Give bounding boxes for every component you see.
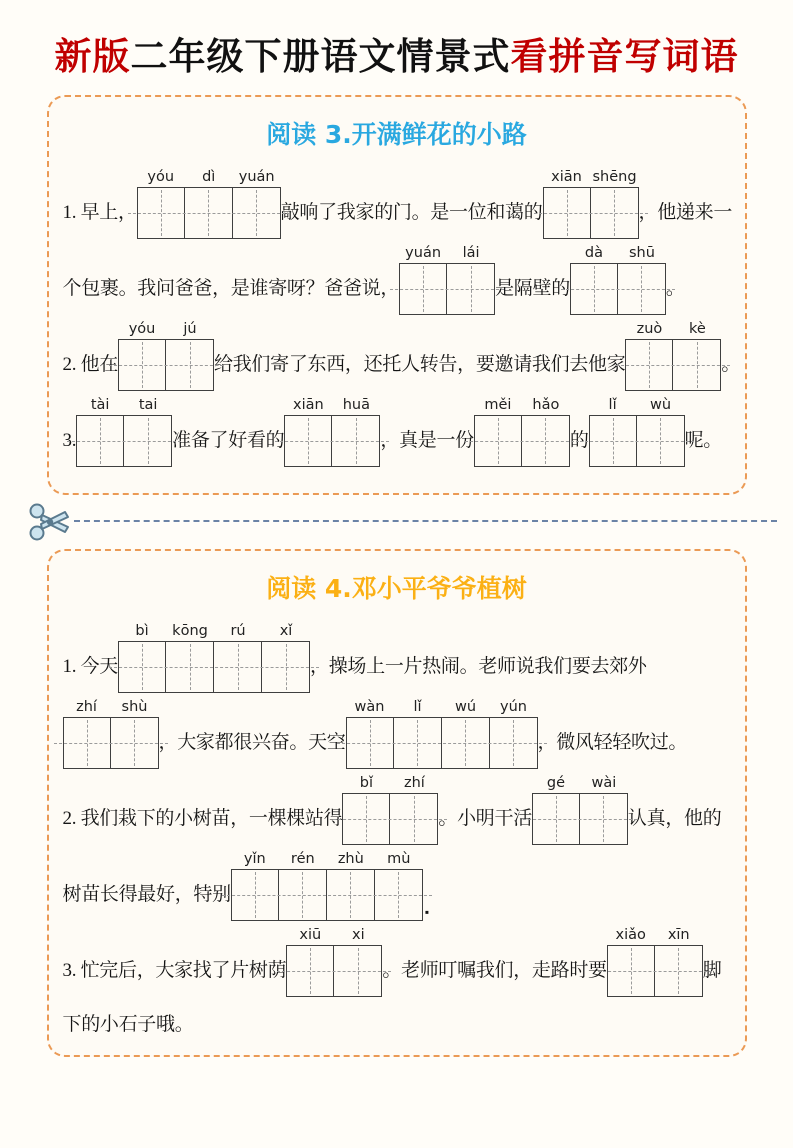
answer-box-group — [231, 851, 423, 921]
writing-cell[interactable] — [185, 187, 233, 239]
writing-cells — [346, 717, 538, 769]
pinyin-syllable: wú — [454, 699, 477, 715]
pinyin-label — [607, 927, 703, 943]
writing-cell[interactable] — [474, 415, 522, 467]
answer-box-group — [532, 775, 628, 845]
answer-box-group — [607, 927, 703, 997]
writing-cell[interactable] — [543, 187, 591, 239]
pinyin-syllable: dà — [584, 245, 603, 261]
writing-cells — [625, 339, 721, 391]
writing-cell[interactable] — [637, 415, 685, 467]
sentence-text: 3. 忙完后，大家找了片树荫 — [62, 960, 287, 982]
writing-cell[interactable] — [214, 641, 262, 693]
writing-cell[interactable] — [332, 415, 380, 467]
pinyin-label — [284, 397, 380, 413]
pinyin-syllable: mù — [387, 851, 411, 867]
writing-cells — [76, 415, 172, 467]
sentence-text: 呢。 — [684, 430, 722, 452]
writing-cell[interactable] — [111, 717, 159, 769]
section-reading-4 — [47, 549, 747, 1057]
section-reading-3-title: 阅读 3.开满鲜花的小路 — [266, 120, 527, 149]
sentence-text: 树苗长得最好，特别 — [62, 884, 231, 906]
writing-cell[interactable] — [166, 339, 214, 391]
writing-cell[interactable] — [399, 263, 447, 315]
answer-box-group — [474, 397, 570, 467]
page-title — [0, 26, 793, 80]
pinyin-syllable: xǐ — [279, 623, 293, 639]
writing-cells — [474, 415, 570, 467]
answer-box-group — [63, 699, 159, 769]
pinyin-syllable: kōng — [172, 623, 208, 639]
writing-cell[interactable] — [618, 263, 666, 315]
writing-cell[interactable] — [570, 263, 618, 315]
writing-cell[interactable] — [118, 641, 166, 693]
pinyin-label — [570, 245, 666, 261]
answer-box-group — [118, 321, 214, 391]
writing-cell[interactable] — [447, 263, 495, 315]
writing-cell[interactable] — [673, 339, 721, 391]
sentence-text: 2. 我们栽下的小树苗，一棵棵站得 — [62, 808, 343, 830]
pinyin-label — [543, 169, 639, 185]
sentence-text: 的 — [569, 430, 589, 452]
pinyin-label — [589, 397, 685, 413]
answer-box-group — [118, 623, 310, 693]
worksheet-line — [63, 1009, 731, 1041]
writing-cells — [570, 263, 666, 315]
sentence-text: ，他递来一 — [638, 202, 733, 224]
pinyin-syllable: hǎo — [532, 397, 560, 413]
pinyin-label — [342, 775, 438, 791]
section-reading-4-lines — [62, 623, 731, 1041]
worksheet-line — [62, 321, 741, 403]
sentence-text: 准备了好看的 — [172, 430, 285, 452]
pinyin-syllable: yóu — [147, 169, 175, 185]
worksheet-line — [63, 699, 731, 781]
pinyin-syllable: wàn — [354, 699, 385, 715]
pinyin-syllable: lái — [462, 245, 480, 261]
pinyin-syllable: měi — [484, 397, 512, 413]
worksheet-line — [62, 169, 733, 251]
pinyin-syllable: xiān — [293, 397, 324, 413]
pinyin-syllable: rén — [290, 851, 315, 867]
writing-cell[interactable] — [607, 945, 655, 997]
writing-cell[interactable] — [591, 187, 639, 239]
worksheet-line — [62, 245, 731, 327]
pinyin-label — [231, 851, 423, 867]
pinyin-syllable: yuán — [405, 245, 442, 261]
sentence-text: ，微风轻轻吹过。 — [537, 732, 688, 754]
answer-box-group — [589, 397, 685, 467]
pinyin-label — [286, 927, 382, 943]
writing-cell[interactable] — [286, 945, 334, 997]
writing-cell[interactable] — [522, 415, 570, 467]
pinyin-label — [137, 169, 281, 185]
pinyin-label — [532, 775, 628, 791]
writing-cells — [118, 339, 214, 391]
pinyin-syllable: yóu — [128, 321, 156, 337]
pinyin-label — [399, 245, 495, 261]
writing-cells — [399, 263, 495, 315]
pinyin-syllable: kè — [689, 321, 706, 337]
worksheet-line — [62, 775, 731, 857]
answer-box-group — [286, 927, 382, 997]
sentence-text: 认真，他的 — [627, 808, 722, 830]
sentence-text: 2. 他在 — [62, 354, 119, 376]
writing-cell[interactable] — [442, 717, 490, 769]
answer-box-group — [76, 397, 172, 467]
answer-box-group — [346, 699, 538, 769]
sentence-text: 给我们寄了东西，还托人转告，要邀请我们去他家 — [214, 354, 626, 376]
section-reading-3 — [47, 95, 747, 495]
answer-box-group — [570, 245, 666, 315]
answer-box-group — [399, 245, 495, 315]
writing-cell[interactable] — [137, 187, 185, 239]
answer-box-group — [284, 397, 380, 467]
sentence-text: 敲响了我家的门。是一位和蔼的 — [280, 202, 543, 224]
pinyin-syllable: zhí — [403, 775, 425, 791]
writing-cell[interactable] — [279, 869, 327, 921]
pinyin-syllable: dì — [202, 169, 216, 185]
writing-cells — [532, 793, 628, 845]
answer-box-group — [137, 169, 281, 239]
writing-cell[interactable] — [231, 869, 279, 921]
pinyin-syllable: xiǎo — [615, 927, 646, 943]
pinyin-label — [118, 623, 310, 639]
writing-cell[interactable] — [334, 945, 382, 997]
pinyin-label — [625, 321, 721, 337]
pinyin-syllable: zhí — [76, 699, 97, 715]
writing-cell[interactable] — [118, 339, 166, 391]
pinyin-syllable: tai — [138, 397, 158, 413]
answer-box-group — [625, 321, 721, 391]
pinyin-syllable: rú — [230, 623, 246, 639]
writing-cell[interactable] — [346, 717, 394, 769]
pinyin-syllable: yǐn — [243, 851, 266, 867]
pinyin-syllable: huā — [342, 397, 370, 413]
pinyin-syllable: lǐ — [608, 397, 617, 413]
sentence-text: 。老师叮嘱我们，走路时要 — [382, 960, 607, 982]
sentence-text: ，大家都很兴奋。天空 — [158, 732, 346, 754]
pinyin-syllable: jú — [183, 321, 197, 337]
writing-cell[interactable] — [342, 793, 390, 845]
pinyin-syllable: wù — [650, 397, 672, 413]
writing-cell[interactable] — [580, 793, 628, 845]
page-title-part-red-1: 新版 — [54, 34, 131, 78]
writing-cell[interactable] — [262, 641, 310, 693]
writing-cell[interactable] — [625, 339, 673, 391]
cut-line-dashes — [74, 520, 777, 522]
sentence-text: ▪ — [424, 904, 429, 919]
pinyin-syllable: shēng — [592, 169, 637, 185]
writing-cell[interactable] — [284, 415, 332, 467]
writing-cells — [543, 187, 639, 239]
writing-cells — [63, 717, 159, 769]
pinyin-label — [76, 397, 172, 413]
sentence-text: 。 — [721, 354, 741, 376]
pinyin-syllable: yún — [500, 699, 527, 715]
pinyin-label — [63, 699, 159, 715]
pinyin-label — [118, 321, 214, 337]
writing-cells — [589, 415, 685, 467]
page-title-part-black: 二年级下册语文情景式 — [130, 34, 511, 78]
pinyin-syllable: shù — [121, 699, 148, 715]
writing-cell[interactable] — [166, 641, 214, 693]
pinyin-syllable: wài — [591, 775, 617, 791]
pinyin-syllable: xiū — [299, 927, 322, 943]
pinyin-syllable: shū — [628, 245, 655, 261]
writing-cell[interactable] — [394, 717, 442, 769]
writing-cells — [118, 641, 310, 693]
pinyin-syllable: gé — [546, 775, 565, 791]
writing-cell[interactable] — [532, 793, 580, 845]
pinyin-syllable: xiān — [551, 169, 582, 185]
sentence-text: 3. — [62, 430, 77, 452]
section-reading-4-title: 阅读 4.邓小平爷爷植树 — [266, 574, 527, 603]
writing-cell[interactable] — [375, 869, 423, 921]
writing-cell[interactable] — [233, 187, 281, 239]
worksheet-line — [62, 623, 731, 705]
pinyin-label — [346, 699, 538, 715]
sentence-text: 是隔壁的 — [495, 278, 570, 300]
pinyin-label — [474, 397, 570, 413]
answer-box-group — [543, 169, 639, 239]
writing-cell[interactable] — [490, 717, 538, 769]
cut-line — [0, 496, 793, 548]
pinyin-syllable: xīn — [667, 927, 690, 943]
writing-cell[interactable] — [124, 415, 172, 467]
pinyin-syllable: tài — [90, 397, 110, 413]
writing-cells — [342, 793, 438, 845]
writing-cell[interactable] — [655, 945, 703, 997]
writing-cells — [231, 869, 423, 921]
writing-cell[interactable] — [327, 869, 375, 921]
page-title-part-red-2: 看拼音写词语 — [510, 34, 739, 78]
worksheet-line — [62, 851, 731, 933]
sentence-text: 个包裹。我问爸爸，是谁寄呀？爸爸说， — [62, 278, 400, 300]
writing-cell[interactable] — [63, 717, 111, 769]
writing-cells — [137, 187, 281, 239]
writing-cells — [286, 945, 382, 997]
pinyin-syllable: xi — [352, 927, 365, 943]
section-reading-3-lines — [62, 169, 741, 479]
sentence-text: 1. 早上， — [62, 202, 137, 224]
sentence-text: 下的小石子哦。 — [62, 1014, 194, 1036]
writing-cells — [284, 415, 380, 467]
pinyin-syllable: lǐ — [413, 699, 422, 715]
pinyin-syllable: bì — [135, 623, 149, 639]
sentence-text: ，操场上一片热闹。老师说我们要去郊外 — [310, 656, 647, 678]
pinyin-syllable: yuán — [238, 169, 275, 185]
sentence-text: 脚 — [702, 960, 722, 982]
sentence-text: 。小明干活 — [438, 808, 532, 830]
pinyin-syllable: zhù — [337, 851, 364, 867]
writing-cells — [607, 945, 703, 997]
pinyin-syllable: bǐ — [359, 775, 374, 791]
pinyin-syllable: zuò — [636, 321, 663, 337]
sentence-text: 。 — [665, 278, 685, 300]
sentence-text: 1. 今天 — [62, 656, 119, 678]
scissors-icon — [28, 498, 72, 546]
answer-box-group — [342, 775, 438, 845]
worksheet-line — [62, 397, 731, 479]
worksheet-line — [62, 927, 731, 1009]
writing-cell[interactable] — [390, 793, 438, 845]
sentence-text: ，真是一份 — [380, 430, 474, 452]
writing-cell[interactable] — [589, 415, 637, 467]
writing-cell[interactable] — [76, 415, 124, 467]
